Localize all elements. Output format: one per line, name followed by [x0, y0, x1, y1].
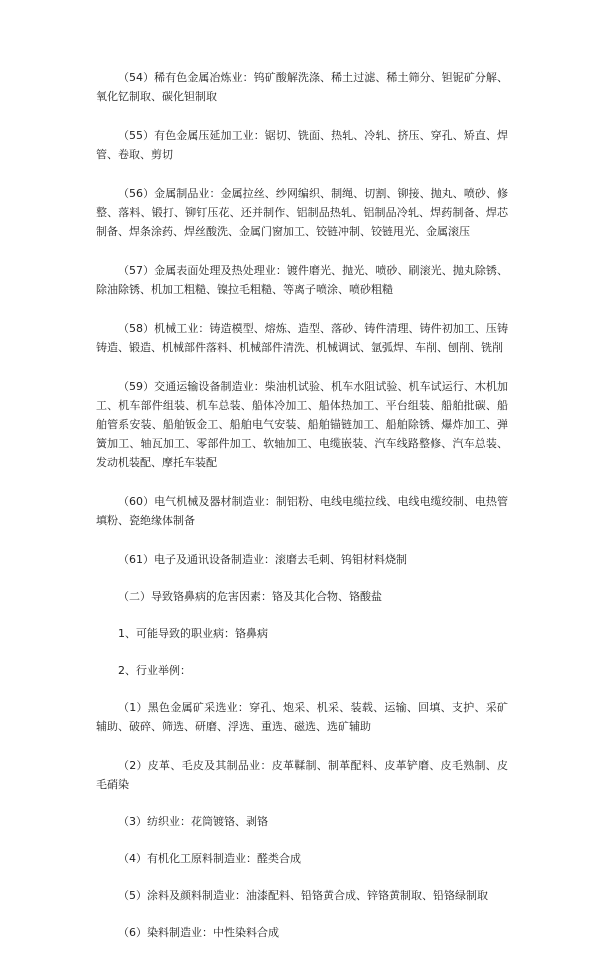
- paragraph-58-machinery: （58）机械工业：铸造模型、熔炼、造型、落砂、铸件清理、铸件初加工、压铸铸造、锻造、机械部件落料、机械部件清洗、机械调试、氩弧焊、车削、刨削、铣削: [96, 322, 508, 354]
- paragraph-6-dye-manufacturing: （6）染料制造业：中性染料合成: [118, 926, 279, 939]
- occupational-disease-item: 1、可能导致的职业病：铬鼻病: [118, 627, 268, 640]
- paragraph-4-organic-chemicals: （4）有机化工原料制造业：醛类合成: [118, 852, 301, 865]
- paragraph-1-ferrous-mining: （1）黑色金属矿采选业：穿孔、炮采、机采、装载、运输、回填、支护、采矿辅助、破碎、筛选、研磨、浮选、重选、磁选、选矿辅助: [96, 701, 508, 733]
- paragraph-61-electronics: （61）电子及通讯设备制造业：滚磨去毛刺、钨钼材料烧制: [118, 553, 407, 566]
- paragraph-59-transport-equipment: （59）交通运输设备制造业：柴油机试验、机车水阻试验、机车试运行、木机加工、机车部件组装、机车总装、船体冷加工、船体热加工、平台组装、船舶批碳、船舶管系安装、船舶钣金工、船舶电气安装、船舶锚链加工、船舶除锈、爆炸加工、弹簧加工、轴瓦加工、零部件加工、软轴加工、电缆嵌装、汽车线路整修、汽车总装、发动机装配、摩托车装配: [96, 380, 508, 469]
- paragraph-2-leather: （2）皮革、毛皮及其制品业：皮革鞣制、制革配料、皮革铲磨、皮毛熟制、皮毛硝染: [96, 759, 508, 791]
- paragraph-5-paint-pigment: （5）涂料及颜料制造业：油漆配料、铅铬黄合成、锌铬黄制取、铅铬绿制取: [118, 889, 488, 902]
- section-heading-chromium-hazards: （二）导致铬鼻病的危害因素：铬及其化合物、铬酸盐: [118, 590, 382, 603]
- paragraph-60-electrical-machinery: （60）电气机械及器材制造业：制铝粉、电线电缆拉线、电线电缆绞制、电热管填粉、瓷绝缘体制备: [96, 495, 508, 527]
- paragraph-57-surface-treatment: （57）金属表面处理及热处理业：镀件磨光、抛光、喷砂、刷滚光、抛丸除锈、除油除锈、机加工粗糙、镍拉毛粗糙、等离子喷涂、喷砂粗糙: [96, 264, 508, 296]
- document-body: [96, 68, 508, 960]
- paragraph-3-textile: （3）纺织业：花筒镀铬、剥铬: [118, 815, 268, 828]
- paragraph-54-rare-metal-smelting: （54）稀有色金属冶炼业：钨矿酸解洗涤、稀土过滤、稀土筛分、钽铌矿分解、氧化钇制取、碳化钽制取: [96, 71, 508, 103]
- paragraph-56-metal-products: （56）金属制品业：金属拉丝、纱网编织、制绳、切割、铆接、抛丸、喷砂、修整、落料、锻打、铆钉压花、还并制作、铝制品热轧、铝制品冷轧、焊药制备、焊芯制备、焊条涂药、焊丝酸洗、金属门窗加工、铰链冲制、铰链甩光、金属滚压: [96, 187, 508, 238]
- industry-examples-heading: 2、行业举例：: [118, 664, 191, 677]
- paragraph-55-nonferrous-rolling: （55）有色金属压延加工业：锯切、铣面、热轧、冷轧、挤压、穿孔、矫直、焊管、卷取、剪切: [96, 129, 508, 161]
